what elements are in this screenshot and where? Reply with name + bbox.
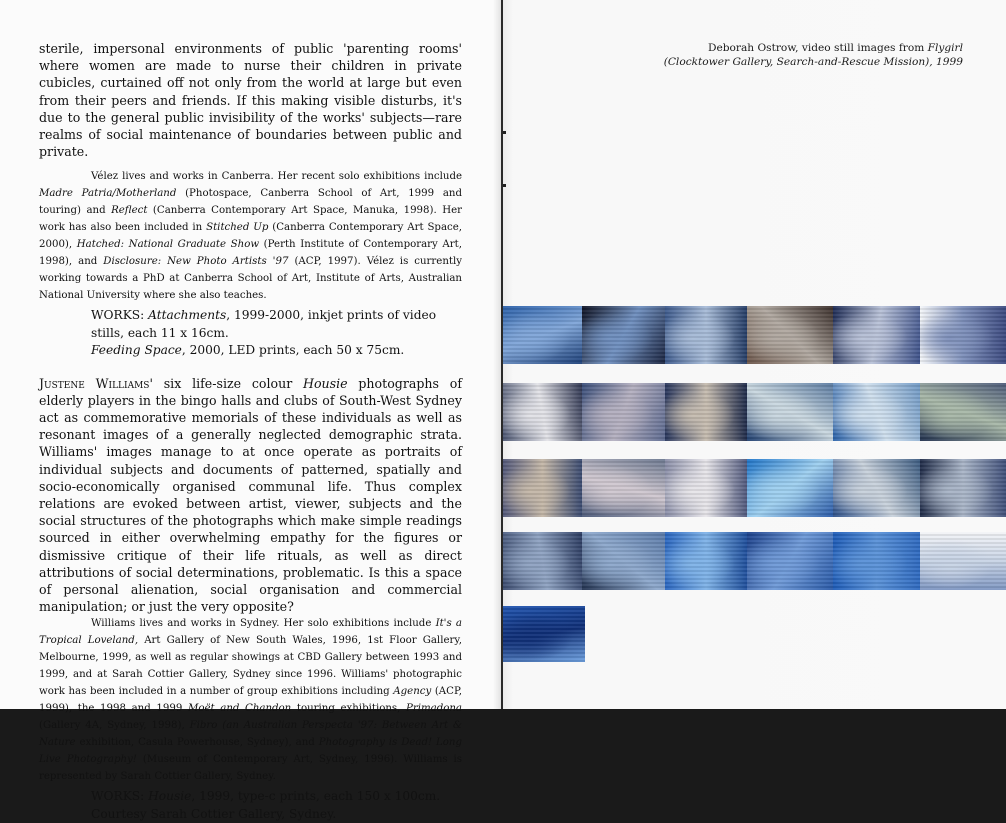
video-still-image <box>503 606 585 662</box>
video-still-image <box>833 459 920 517</box>
video-still-image <box>665 306 747 364</box>
video-still-image <box>503 306 582 364</box>
left-page <box>0 0 503 821</box>
williams-bio: Williams lives and works in Sydney. Her solo exhibitions include It's a Tropical Loveland, Art Gallery of New South Wales, 1996, 1st Floor Gallery, Melbourne, 1999, as well as regular showings at CBD Gallery between 1993 and 1999, and at Sarah Cottier Gallery, Sydney since 1996. Williams' photographic work has been included in a number of group exhibitions including Agency (ACP, 1999), the 1998 and 1999 Moët and Chandon touring exhibitions, Primadona (Gallery 4A, Sydney, 1998), Fibro (an Australian Perspecta '97: Between Art & Nature exhibition, Casula Powerhouse, Sydney), and Photography is Dead! Long Live Photography! (Museum of Contemporary Art, Sydney, 1996). Williams is represented by Sarah Cottier Gallery, Sydney. <box>39 618 462 783</box>
video-still-image <box>503 383 582 441</box>
video-still-image <box>920 383 1006 441</box>
video-still-image <box>503 459 582 517</box>
article-column <box>39 40 462 823</box>
velez-bio: Vélez lives and works in Canberra. Her recent solo exhibitions include Madre Patria/Motherland (Photospace, Canberra School of Art, 1999 and touring) and Reflect (Canberra Contemporary Art Space, Manuka, 1998). Her work has also been included in Stitched Up (Canberra Contemporary Art Space, 2000), Hatched: National Graduate Show (Perth Institute of Contemporary Art, 1998), and Disclosure: New Photo Artists '97 (ACP, 1997). Vélez is currently working towards a PhD at Canberra School of Art, Institute of Arts, Australian National University where she also teaches. <box>39 171 462 302</box>
video-still-image <box>582 459 665 517</box>
video-still-strip <box>503 532 1006 590</box>
video-still-image <box>582 306 665 364</box>
video-still-image <box>833 532 920 590</box>
video-still-image <box>582 383 665 441</box>
video-still-image <box>582 532 665 590</box>
velez-works-line-1: WORKS: Attachments, 1999-2000, inkjet prints of video stills, each 11 x 16cm. <box>91 308 437 340</box>
williams-essay-paragraph: Justene Williams' six life-size colour Housie photographs of elderly players in the bingo halls and clubs of South-West Sydney act as commemorative memorials of these individuals as well as resonant images of a generally neglected demographic strata. Williams' images manage to at once operate as portraits of individual subjects and documents of patterned, spatially and socio-economically organised communal life. Thus complex relations are evoked between artist, viewer, subjects and the social structures of the photographs which make simple readings sourced in either overwhelming empathy for the figures or dismissive critique of their life rituals, as well as direct attributions of social determinations, problematic. Is this a space of personal alienation, social organisation and commercial manipulation; or just the very opposite? <box>39 375 463 615</box>
video-still-image <box>833 383 920 441</box>
video-still-image <box>920 532 1006 590</box>
video-still-image <box>747 532 833 590</box>
video-still-image <box>920 306 1006 364</box>
video-still-strip <box>503 306 1006 364</box>
williams-works-line: WORKS: Housie, 1999, type-c prints, each 150 x 100cm. <box>91 789 441 804</box>
crop-mark <box>503 184 506 187</box>
video-still-strip <box>503 459 1006 517</box>
williams-courtesy-line: Courtesy Sarah Cottier Gallery, Sydney. <box>91 806 337 821</box>
velez-works-line-2: Feeding Space, 2000, LED prints, each 50 x 75cm. <box>91 343 405 358</box>
video-still-image <box>833 306 920 364</box>
video-still-image <box>747 459 833 517</box>
image-caption: Deborah Ostrow, video still images from Flygirl (Clocktower Gallery, Search-and-Rescue Mission), 1999 <box>663 42 963 68</box>
video-still-image <box>920 459 1006 517</box>
video-still-image <box>665 459 747 517</box>
video-still-image <box>747 383 833 441</box>
video-still-image <box>747 306 833 364</box>
video-still-strip <box>503 383 1006 441</box>
artist-name: Justene Williams <box>39 375 150 391</box>
video-still-image <box>665 532 747 590</box>
video-still-image <box>665 383 747 441</box>
velez-essay-paragraph: sterile, impersonal environments of public 'parenting rooms' where women are made to nurse their children in private cubicles, curtained off not only from the world at large but even from their peers and friends. If this making visible disturbs, it's due to the general public invisibility of the works' subjects—rare realms of social maintenance of boundaries between public and private. <box>39 41 462 160</box>
crop-mark <box>503 131 506 134</box>
video-still-image <box>503 532 582 590</box>
video-still-strip <box>503 606 585 662</box>
